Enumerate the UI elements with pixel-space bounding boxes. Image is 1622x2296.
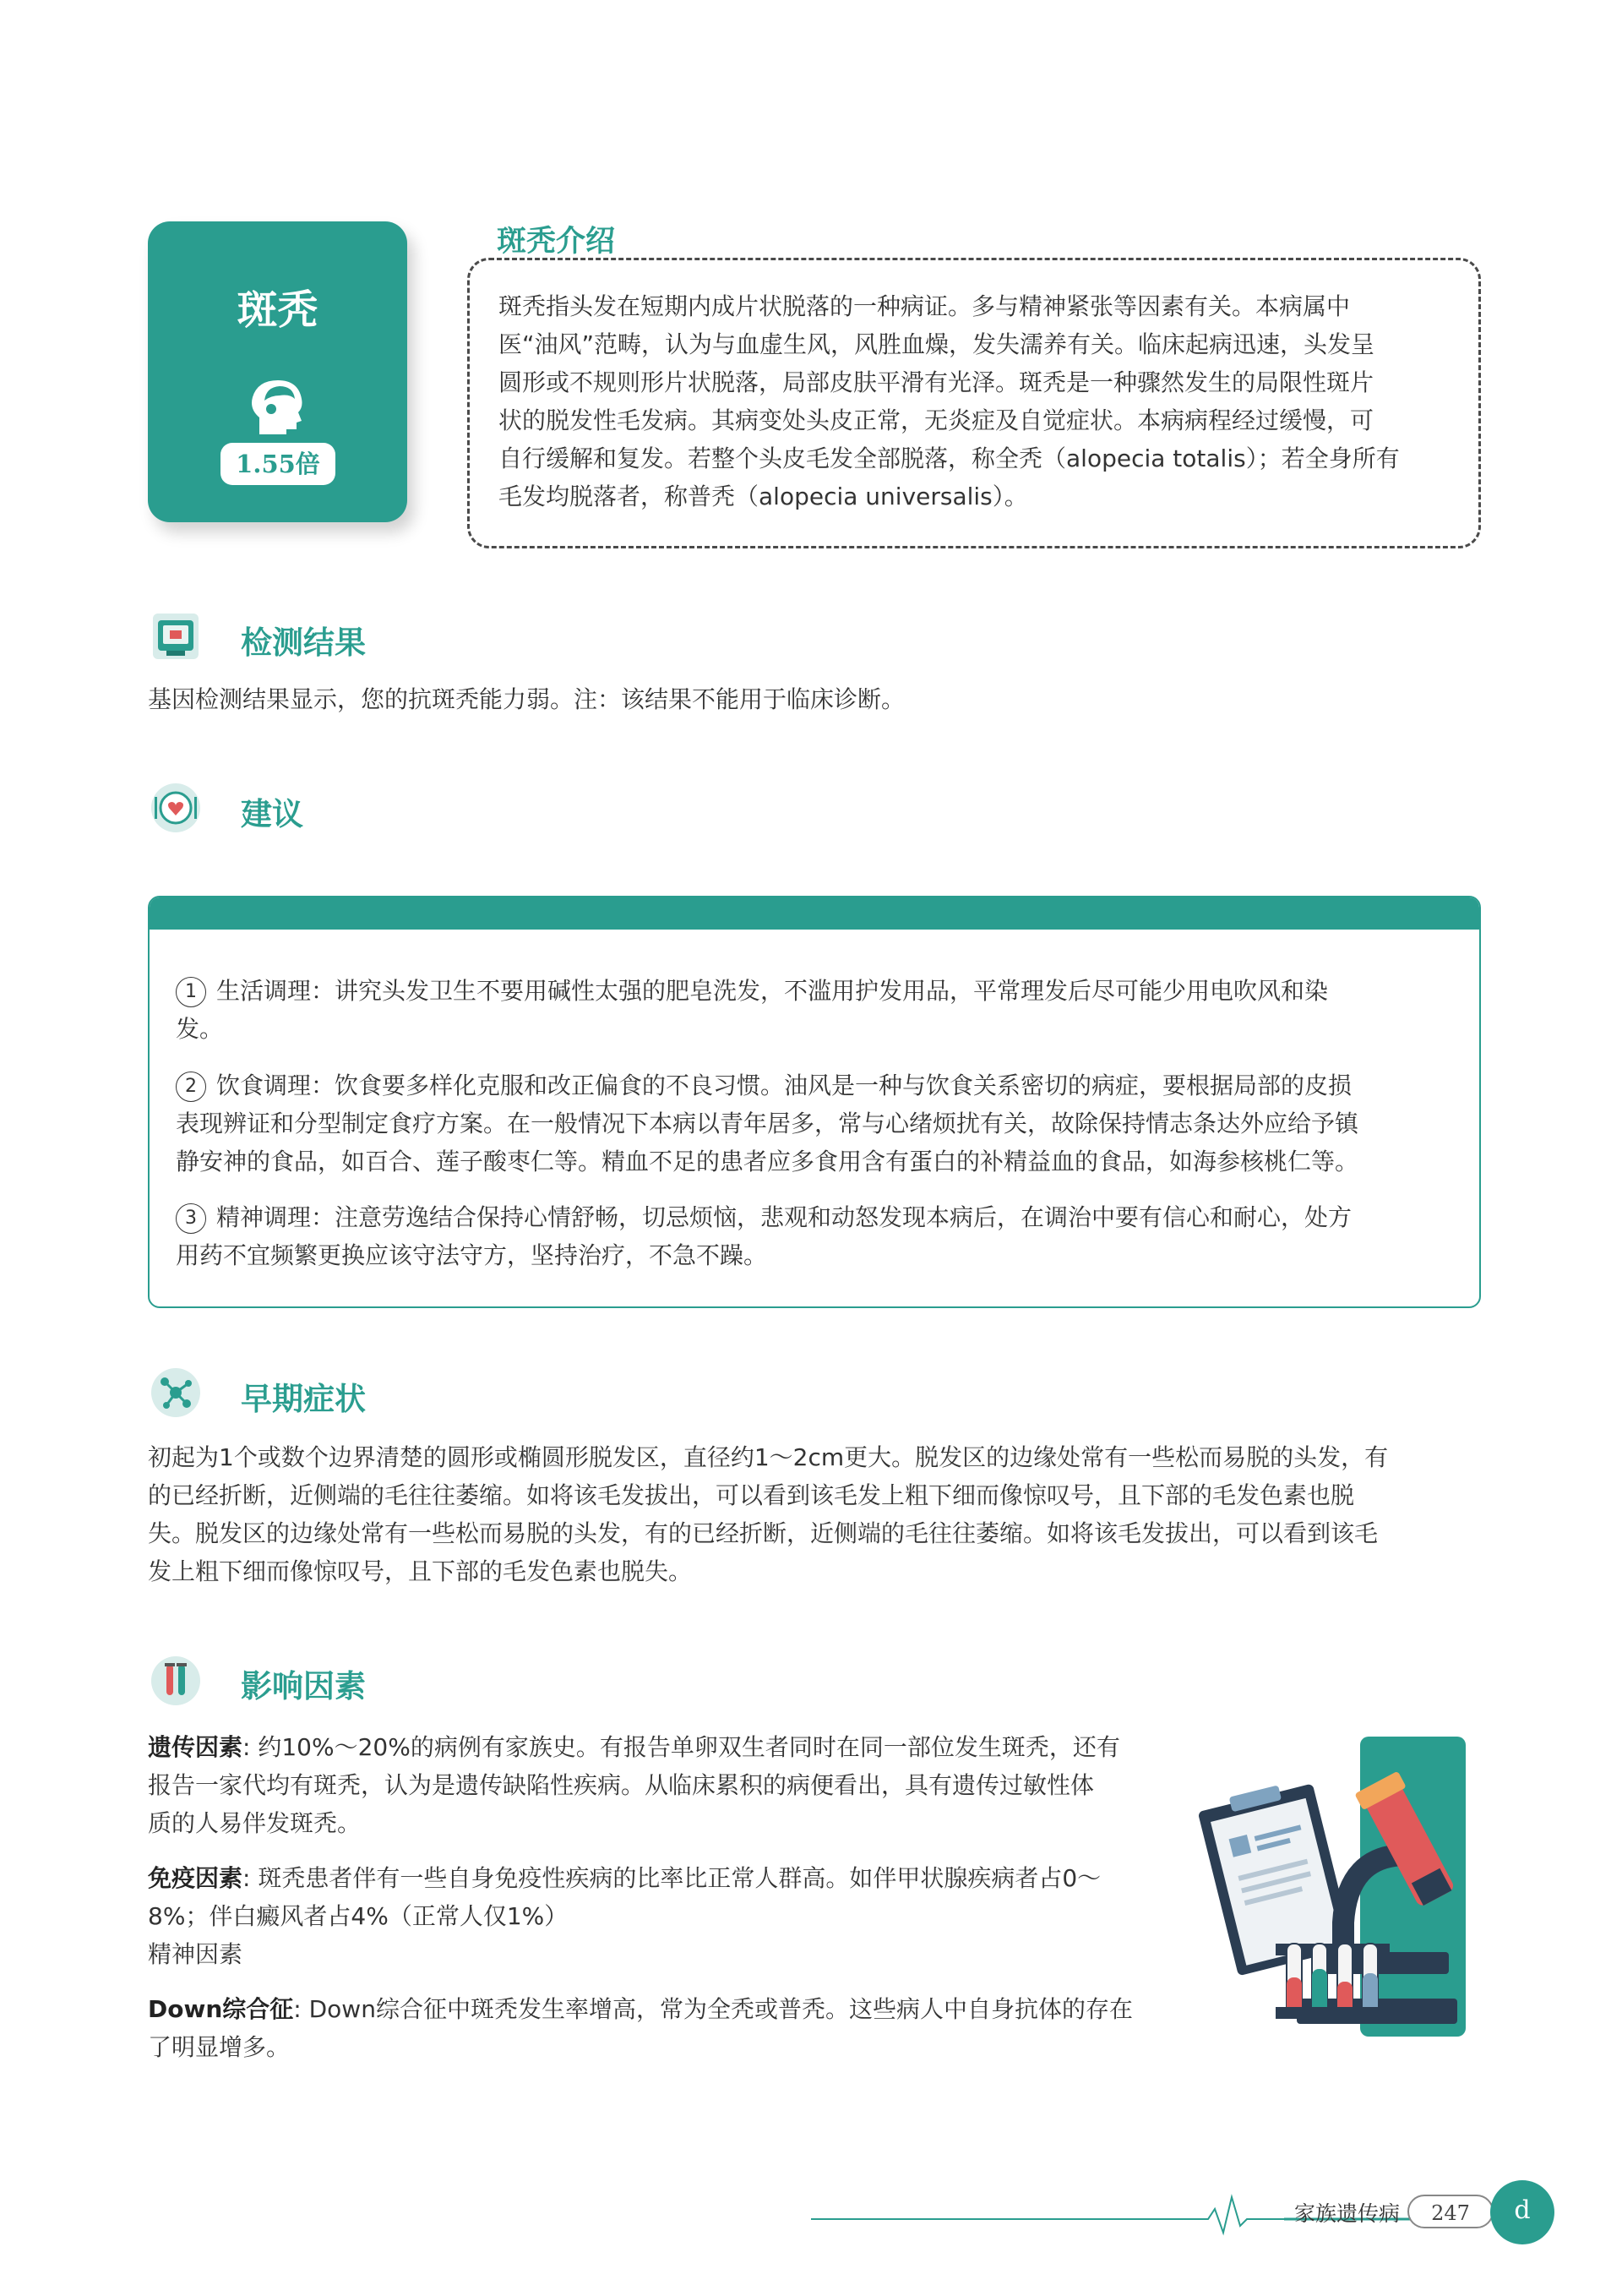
factors-title: 影响因素 <box>241 1668 366 1704</box>
advice-item-2 <box>176 1066 1460 1181</box>
item-number: 1 <box>176 977 206 1007</box>
factor-line: 报告一家代均有斑秃，认为是遗传缺陷性疾病。从临床累积的病便看出，具有遗传过敏性体 <box>148 1771 1095 1799</box>
disease-card <box>148 221 407 522</box>
item-number: 2 <box>176 1072 206 1102</box>
factor-label: 免疫因素 <box>148 1864 243 1892</box>
result-text: 基因检测结果显示，您的抗斑秃能力弱。注：该结果不能用于临床诊断。 <box>148 685 906 713</box>
factor-line: : Down综合征中斑秃发生率增高，常为全秃或普秃。这些病人中自身抗体的存在 <box>293 1995 1133 2023</box>
symptoms-line: 的已经折断，近侧端的毛往往萎缩。如将该毛发拔出，可以看到该毛发上粗下细而像惊叹号，且下部的毛发色素也脱 <box>148 1481 1355 1509</box>
advice-line: 精神调理：注意劳逸结合保持心情舒畅，切忌烦恼，悲观和动怒发现本病后，在调治中要有信心和耐心，处方 <box>216 1203 1353 1231</box>
factor-line: 8%；伴白癜风者占4%（正常人仅1%） <box>148 1902 569 1930</box>
intro-text <box>498 287 1453 515</box>
advice-line: 静安神的食品，如百合、莲子酸枣仁等。精血不足的患者应多食用含有蛋白的补精益血的食品，如海参核桃仁等。 <box>176 1148 1359 1175</box>
immune-factor <box>148 1859 1187 1973</box>
intro-line: 状的脱发性毛发病。其病变处头皮正常，无炎症及自觉症状。本病病程经过缓慢，可 <box>498 406 1374 434</box>
factor-label: Down综合征 <box>148 1995 294 2023</box>
advice-title: 建议 <box>241 796 303 832</box>
advice-line: 表现辨证和分型制定食疗方案。在一般情况下本病以青年居多，常与心绪烦扰有关，故除保持情志条达外应给予镇 <box>176 1110 1359 1137</box>
test-device-icon <box>150 610 202 663</box>
factor-line: 质的人易伴发斑秃。 <box>148 1809 362 1837</box>
symptoms-text <box>148 1438 1483 1590</box>
ratio-badge: 1.55倍 <box>220 443 335 485</box>
intro-line: 自行缓解和复发。若整个头皮毛发全部脱落，称全秃（alopecia totalis）；若全身所有 <box>498 444 1400 472</box>
advice-line: 生活调理：讲究头发卫生不要用碱性太强的肥皂洗发，不滥用护发用品，平常理发后尽可能少用电吹风和染 <box>216 977 1329 1005</box>
advice-box-header-bar <box>150 897 1479 930</box>
advice-line: 饮食调理：饮食要多样化克服和改正偏食的不良习惯。油风是一种与饮食关系密切的病症，要根据局部的皮损 <box>216 1072 1353 1099</box>
intro-line: 毛发均脱落者，称普秃（alopecia universalis）。 <box>498 483 1028 510</box>
molecule-icon <box>150 1366 202 1419</box>
factor-line: 了明显增多。 <box>148 2033 291 2061</box>
test-tube-icon <box>150 1655 202 1707</box>
microscope-lab-illustration <box>1195 1728 1474 2049</box>
advice-line: 用药不宜频繁更换应该守法守方，坚持治疗，不急不躁。 <box>176 1241 768 1269</box>
symptoms-line: 初起为1个或数个边界清楚的圆形或椭圆形脱发区，直径约1～2cm更大。脱发区的边缘处常有一些松而易脱的头发，有 <box>148 1443 1389 1471</box>
page-mark: d <box>1490 2180 1554 2244</box>
genetic-factor <box>148 1728 1187 1842</box>
factor-line: : 约10%～20%的病例有家族史。有报告单卵双生者同时在同一部位发生斑秃，还有 <box>242 1733 1120 1761</box>
item-number: 3 <box>176 1203 206 1234</box>
advice-item-3 <box>176 1198 1460 1274</box>
down-syndrome-factor <box>148 1990 1187 2066</box>
result-title: 检测结果 <box>241 624 366 661</box>
intro-title: 斑秃介绍 <box>497 225 616 259</box>
symptoms-line: 发上粗下细而像惊叹号，且下部的毛发色素也脱失。 <box>148 1557 693 1585</box>
advice-item-1 <box>176 972 1460 1048</box>
intro-line: 斑秃指头发在短期内成片状脱落的一种病证。多与精神紧张等因素有关。本病属中 <box>498 292 1351 320</box>
heart-plate-icon <box>150 782 202 834</box>
advice-line: 发。 <box>176 1015 224 1043</box>
head-icon <box>246 375 310 439</box>
factor-line: : 斑秃患者伴有一些自身免疫性疾病的比率比正常人群高。如伴甲状腺疾病者占0～ <box>242 1864 1102 1892</box>
footer-label: 家族遗传病 <box>1294 2201 1401 2226</box>
page-number: 247 <box>1407 2195 1494 2228</box>
factor-line: 精神因素 <box>148 1940 243 1968</box>
factor-label: 遗传因素 <box>148 1733 243 1761</box>
disease-name: 斑秃 <box>237 286 318 334</box>
symptoms-line: 失。脱发区的边缘处常有一些松而易脱的头发，有的已经折断，近侧端的毛往往萎缩。如将该毛发拔出，可以看到该毛 <box>148 1519 1379 1547</box>
symptoms-title: 早期症状 <box>241 1381 366 1417</box>
intro-line: 医“油风”范畴，认为与血虚生风，风胜血燥，发失濡养有关。临床起病迅速，头发呈 <box>498 330 1375 358</box>
intro-line: 圆形或不规则形片状脱落，局部皮肤平滑有光泽。斑秃是一种骤然发生的局限性斑片 <box>498 368 1374 396</box>
